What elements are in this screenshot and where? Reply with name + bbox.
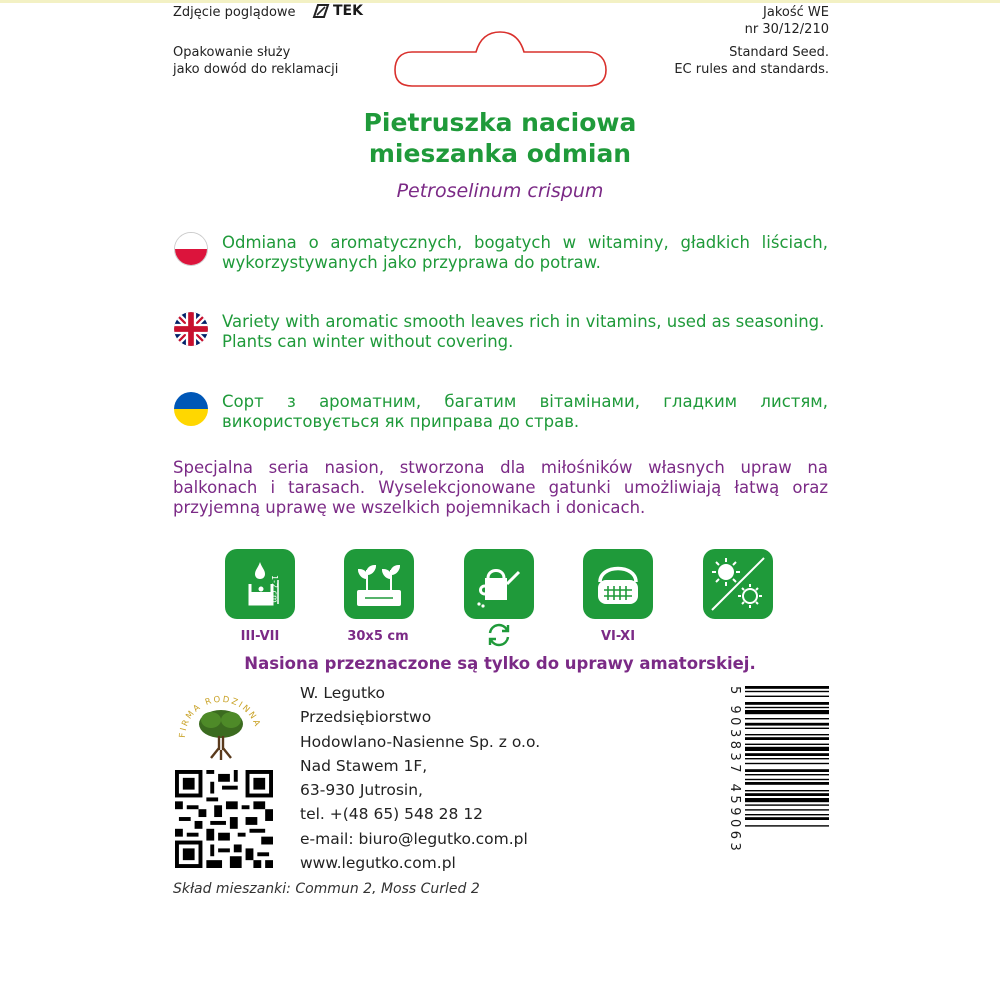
standard-note: Standard Seed. EC rules and standards. <box>674 45 829 77</box>
phone[interactable]: tel. +(48 65) 548 28 12 <box>300 805 484 824</box>
top-color-strip <box>0 0 1000 3</box>
amateur-use-notice: Nasiona przeznaczone są tylko do uprawy amatorskiej. <box>244 654 756 673</box>
barcode-bar <box>745 723 829 726</box>
barcode-bar <box>745 798 829 802</box>
spacing-icon <box>344 549 414 619</box>
barcode-bar <box>745 814 829 815</box>
mix-composition-clip <box>173 880 833 894</box>
barcode-bar <box>745 710 829 714</box>
barcode-bar <box>745 782 829 785</box>
depth-label: 1-2 cm <box>270 575 279 603</box>
qr-code[interactable] <box>175 770 273 868</box>
ukraine-flag-icon <box>174 392 208 426</box>
barcode-bar <box>745 707 829 708</box>
latin-name: Petroselinum crispum <box>396 180 604 202</box>
address-city: 63-930 Jutrosin, <box>300 781 423 800</box>
complaint-note: Opakowanie służy jako dowód do reklamacji <box>173 45 339 77</box>
barcode-bar <box>745 774 829 775</box>
barcode-bar <box>745 691 829 692</box>
barcode-bar <box>745 825 829 826</box>
company-contact: W. Legutko Przedsiębiorstwo Hodowlano-Nasienne Sp. z o.o. Nad Stawem 1F, 63-930 Jutrosin, tel. +(48 65) 548 28 12 e-mail: biuro@legutko.com.pl www.legutko.com.pl <box>300 681 540 875</box>
barcode-bar <box>745 769 829 772</box>
poland-flag-icon <box>174 232 208 266</box>
description-ua: Сорт з ароматним, багатим вітамінами, гладким листям, використовується як приправа до страв. <box>222 392 828 431</box>
barcode-bar <box>745 718 829 719</box>
barcode-bar <box>745 753 829 756</box>
family-company-logo <box>175 684 267 768</box>
barcode-bar <box>745 763 829 764</box>
barcode-bar <box>745 793 829 796</box>
barcode-bar <box>745 686 829 689</box>
address-street: Nad Stawem 1F, <box>300 756 428 775</box>
barcode-number-wrap <box>728 686 742 870</box>
sun-shade-icon <box>703 549 773 619</box>
uk-flag-icon <box>174 312 208 346</box>
spacing-label: 30x5 cm <box>347 629 409 644</box>
website[interactable]: www.legutko.com.pl <box>300 854 456 873</box>
barcode-bar <box>745 728 829 729</box>
preview-photo-note: Zdjęcie poglądowe <box>173 5 296 20</box>
email[interactable]: e-mail: biuro@legutko.com.pl <box>300 829 528 848</box>
hanger-hole-outline <box>392 30 610 90</box>
sowing-period-label: III-VII <box>240 629 280 644</box>
barcode-bar <box>745 758 829 759</box>
barcode-bar <box>745 702 829 705</box>
barcode-bar <box>745 696 829 697</box>
description-pl: Odmiana o aromatycznych, bogatych w witaminy, gładkich liściach, wykorzystywanych jako przyprawa do potraw. <box>222 233 828 272</box>
barcode-number: 5 903837 459063 <box>727 686 742 855</box>
barcode-bar <box>745 747 829 751</box>
barcode-bar <box>745 817 829 820</box>
tek-logo <box>312 3 363 19</box>
tree-logo-icon <box>175 684 267 764</box>
svg-text:FIRMA RODZINNA: FIRMA RODZINNA <box>177 694 263 739</box>
barcode-bar <box>745 744 829 745</box>
company-name: W. Legutko <box>300 684 385 702</box>
barcode-bar <box>745 790 829 791</box>
sowing-depth-icon <box>225 549 295 619</box>
barcode-bar <box>745 779 829 780</box>
cycle-arrows-icon <box>486 622 512 648</box>
barcode-bar <box>745 804 829 805</box>
leaf-icon <box>312 3 330 19</box>
description-en: Variety with aromatic smooth leaves rich in vitamins, used as seasoning. Plants can winter without covering. <box>222 312 825 351</box>
tek-logo-text: TEK <box>333 3 363 19</box>
harvest-basket-icon <box>583 549 653 619</box>
barcode-bar <box>745 809 829 810</box>
barcode-bar <box>745 734 829 735</box>
harvest-period-label: VI-XI <box>600 629 636 644</box>
watering-can-icon <box>464 549 534 619</box>
series-description: Specjalna seria nasion, stworzona dla miłośników własnych upraw na balkonach i tarasach. Wyselekcjonowane gatunki umożliwiają łatwą oraz przyjemną uprawę we wszelkich pojemnikach i donicach. <box>173 458 828 517</box>
barcode-bar <box>745 737 829 740</box>
barcode <box>745 686 829 870</box>
mix-composition: Skład mieszanki: Commun 2, Moss Curled 2 <box>173 881 480 894</box>
quality-note: Jakość WE nr 30/12/210 <box>744 5 829 37</box>
product-title: Pietruszka naciowa mieszanka odmian <box>363 108 637 168</box>
